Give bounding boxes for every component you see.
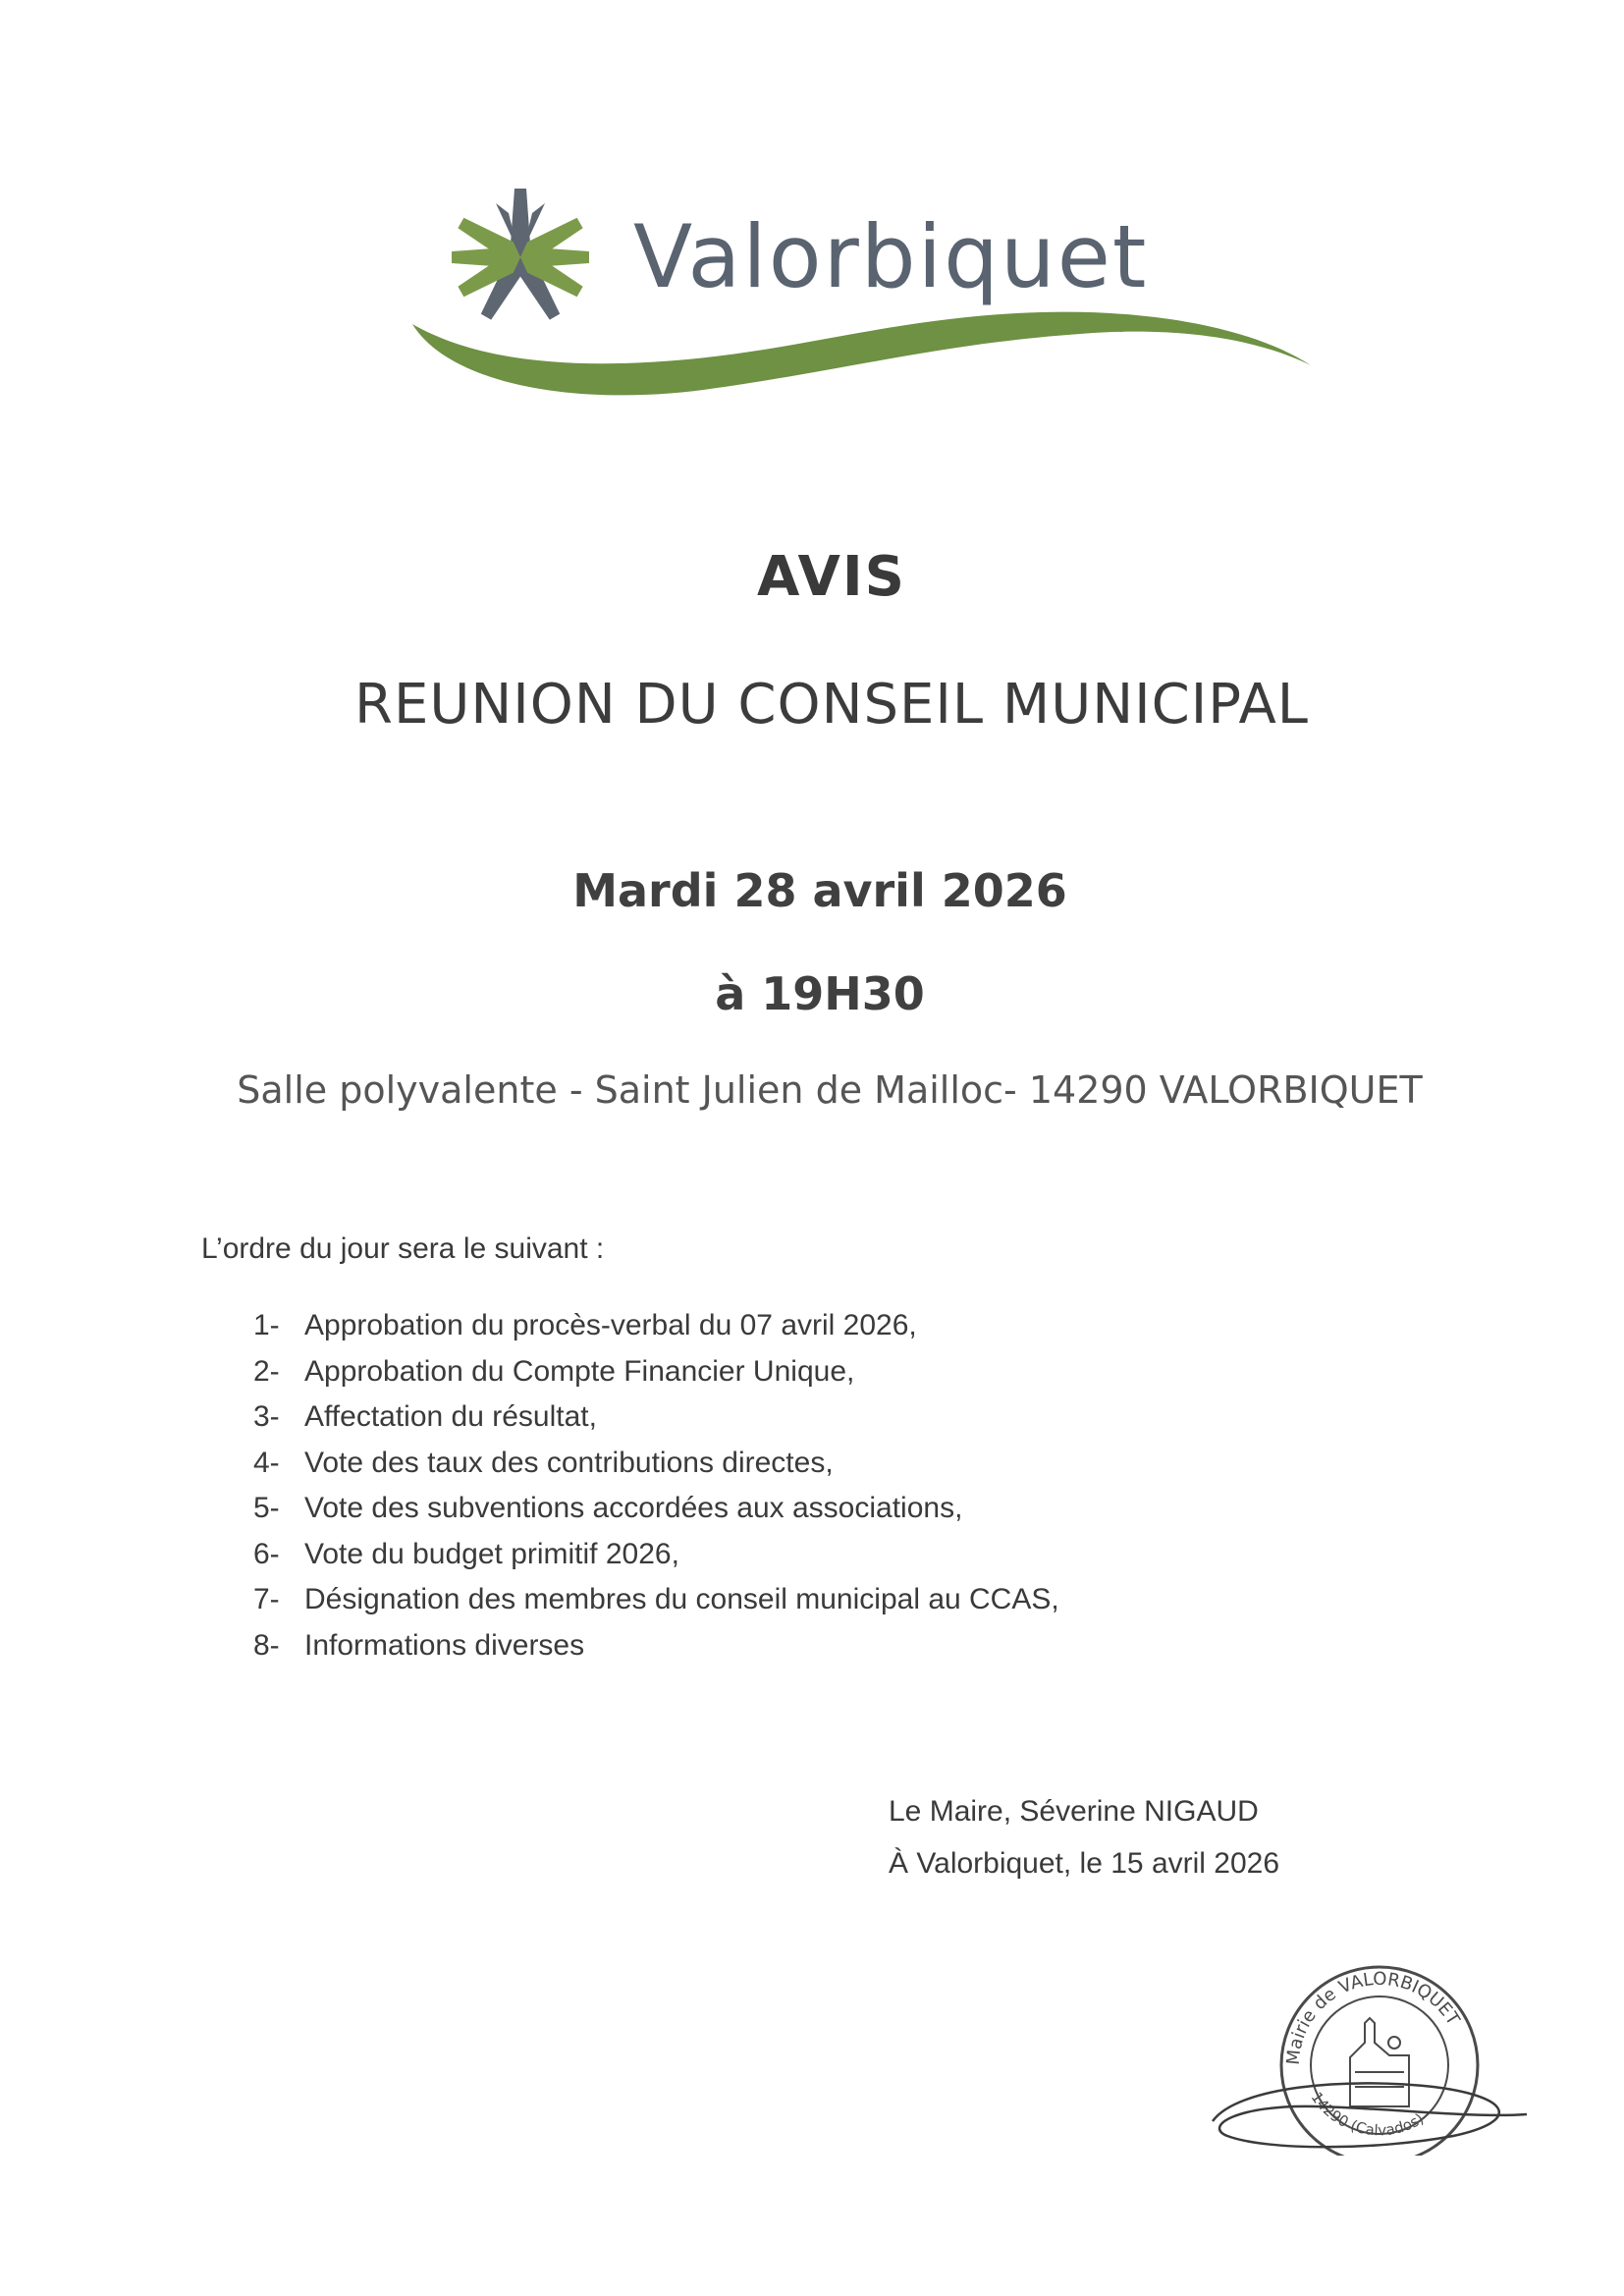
agenda-item-number: 8-	[253, 1628, 280, 1662]
stamp-text: Mairie de VALORBIQUET	[1282, 1968, 1464, 2066]
place-date: À Valorbiquet, le 15 avril 2026	[889, 1847, 1280, 1880]
agenda-item-text: Approbation du Compte Financier Unique,	[304, 1354, 855, 1388]
agenda-item-text: Approbation du procès-verbal du 07 avril 2026,	[304, 1309, 917, 1341]
logo-graphic	[393, 177, 1326, 412]
logo-text: Valorbiquet	[633, 206, 1149, 307]
agenda-item-text: Désignation des membres du conseil municipal au CCAS,	[304, 1583, 1059, 1615]
meeting-time: à 19H30	[715, 967, 925, 1020]
stamp-bottom-text: 14290 (Calvados)	[1307, 2089, 1428, 2140]
agenda-intro: L’ordre du jour sera le suivant :	[201, 1232, 605, 1265]
agenda-item-number: 2-	[253, 1354, 280, 1388]
signature-block	[889, 1785, 1279, 1889]
agenda-item-text: Vote des taux des contributions directes,	[304, 1446, 834, 1479]
mayor-name: Le Maire, Séverine NIGAUD	[889, 1795, 1259, 1828]
logo-swoosh	[412, 312, 1311, 396]
agenda-item	[253, 1394, 1059, 1441]
stamp-graphic	[1208, 1940, 1532, 2156]
agenda-item	[253, 1349, 1059, 1395]
official-stamp	[1208, 1940, 1532, 2156]
stamp-emblem	[1350, 2018, 1409, 2106]
agenda-item-text: Informations diverses	[304, 1628, 585, 1662]
meeting-location: Salle polyvalente - Saint Julien de Mailloc- 14290 VALORBIQUET	[237, 1068, 1423, 1112]
valorbiquet-logo	[393, 177, 1326, 412]
agenda-item-number: 5-	[253, 1492, 280, 1524]
agenda-item	[253, 1441, 1059, 1487]
meeting-date: Mardi 28 avril 2026	[572, 864, 1067, 917]
notice-subtitle: REUNION DU CONSEIL MUNICIPAL	[354, 673, 1309, 737]
agenda-item	[253, 1532, 1059, 1578]
agenda-item-text: Vote des subventions accordées aux associations,	[304, 1492, 963, 1524]
agenda-item-text: Vote du budget primitif 2026,	[304, 1537, 679, 1570]
agenda-item	[253, 1486, 1059, 1532]
agenda-item	[253, 1577, 1059, 1623]
notice-title: AVIS	[756, 545, 907, 609]
agenda-item-text: Affectation du résultat,	[304, 1400, 597, 1433]
agenda-item-number: 1-	[253, 1309, 280, 1341]
agenda-item-number: 7-	[253, 1583, 280, 1615]
agenda-item	[253, 1303, 1059, 1349]
agenda-list	[253, 1303, 1059, 1668]
agenda-item-number: 4-	[253, 1446, 280, 1479]
agenda-item	[253, 1623, 1059, 1669]
agenda-item-number: 6-	[253, 1537, 280, 1570]
agenda-item-number: 3-	[253, 1400, 280, 1433]
